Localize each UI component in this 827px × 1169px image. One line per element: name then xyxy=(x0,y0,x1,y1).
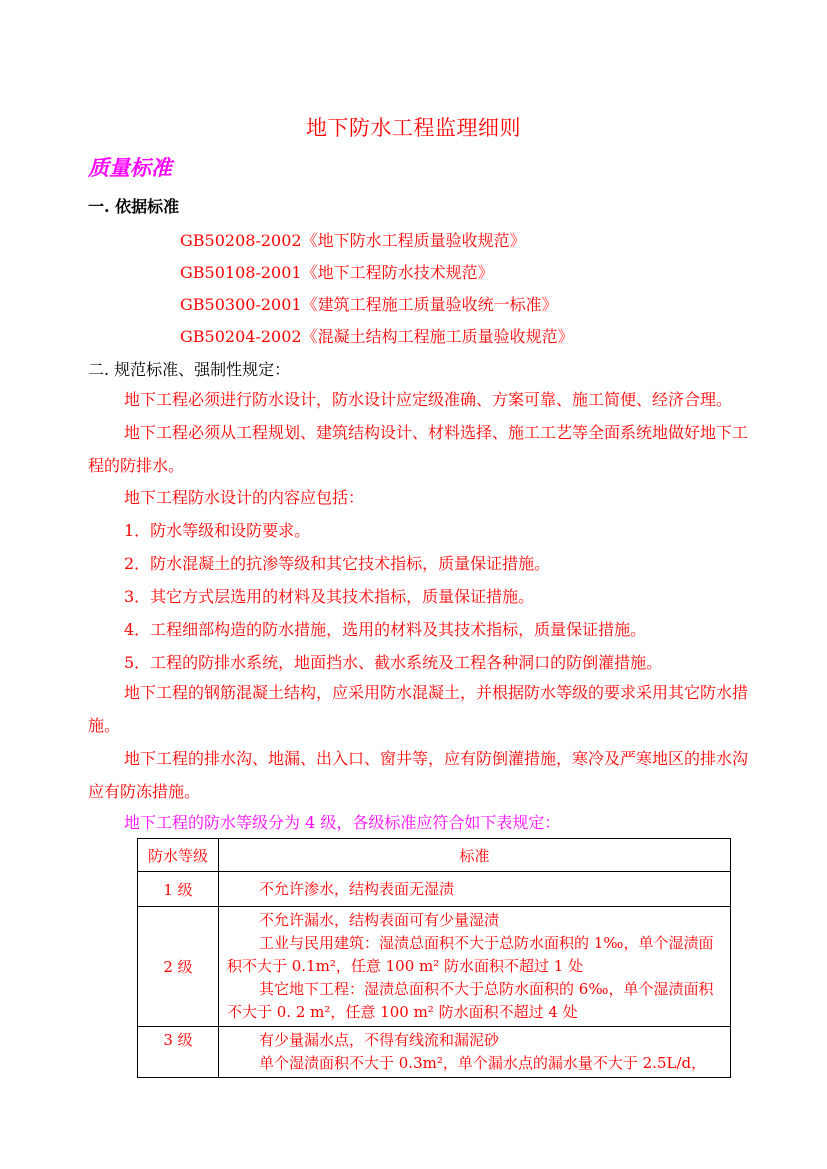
standard-cell xyxy=(219,1027,731,1078)
standard-line: 单个湿渍面积不大于 0.3m²，单个漏水点的漏水量不大于 2.5L/d， xyxy=(259,1054,707,1072)
paragraph: 地下工程的防水等级分为 4 级，各级标准应符合如下表规定： xyxy=(124,813,561,832)
standard-line: 其它地下工程：湿渍总面积不大于总防水面积的 6‰，单个湿渍面积不大于 0. 2 m²，任意 100 m² 防水面积不超过 4 处 xyxy=(227,980,714,1021)
basis-heading: 一. 依据标准 xyxy=(88,197,180,216)
table-header-row xyxy=(138,839,731,872)
paragraph: 地下工程防水设计的内容应包括： xyxy=(124,488,365,507)
paragraph: 地下工程的排水沟、地漏、出入口、窗井等，应有防倒灌措施，寒冷及严寒地区的排水沟应有防冻措施。 xyxy=(88,749,749,801)
grade-cell: 1 级 xyxy=(138,872,219,907)
standard-line: 有少量漏水点，不得有线流和漏泥砂 xyxy=(259,1031,500,1049)
list-item: 2．防水混凝土的抗渗等级和其它技术指标，质量保证措施。 xyxy=(124,554,551,573)
paragraph: 地下工程必须从工程规划、建筑结构设计、材料选择、施工工艺等全面系统地做好地下工程的防排水。 xyxy=(88,423,749,475)
waterproof-grade-table xyxy=(137,838,731,1078)
paragraph: 地下工程的钢筋混凝土结构，应采用防水混凝土，并根据防水等级的要求采用其它防水措施。 xyxy=(88,683,749,735)
standard-item: GB50204-2002《混凝土结构工程施工质量验收规范》 xyxy=(180,327,574,346)
grade-cell: 2 级 xyxy=(138,907,219,1027)
table-row xyxy=(138,872,731,907)
grade-cell: 3 级 xyxy=(138,1027,219,1078)
standard-cell xyxy=(219,907,731,1027)
table-header-cell: 标准 xyxy=(219,839,731,872)
standard-item: GB50108-2001《地下工程防水技术规范》 xyxy=(180,263,494,282)
standard-line: 不允许渗水，结构表面无湿渍 xyxy=(259,879,455,898)
document-title: 地下防水工程监理细则 xyxy=(306,116,521,140)
standard-item: GB50300-2001《建筑工程施工质量验收统一标准》 xyxy=(180,295,558,314)
paragraph: 地下工程必须进行防水设计，防水设计应定级准确、方案可靠、施工简便、经济合理。 xyxy=(124,390,733,409)
table-header-cell: 防水等级 xyxy=(138,839,219,872)
table-row xyxy=(138,907,731,1027)
standard-cell xyxy=(219,872,731,907)
list-item: 1．防水等级和设防要求。 xyxy=(124,521,311,540)
list-item: 5．工程的防排水系统，地面挡水、截水系统及工程各种洞口的防倒灌措施。 xyxy=(124,653,663,672)
rules-heading: 二. 规范标准、强制性规定： xyxy=(88,360,291,379)
section-heading: 质量标准 xyxy=(88,155,172,180)
list-item: 3．其它方式层选用的材料及其技术指标，质量保证措施。 xyxy=(124,587,535,606)
standard-line: 不允许漏水，结构表面可有少量湿渍 xyxy=(259,911,500,929)
standard-item: GB50208-2002《地下防水工程质量验收规范》 xyxy=(180,231,526,250)
list-item: 4．工程细部构造的防水措施，选用的材料及其技术指标，质量保证措施。 xyxy=(124,620,647,639)
table-row xyxy=(138,1027,731,1078)
standard-line: 工业与民用建筑：湿渍总面积不大于总防水面积的 1‰，单个湿渍面积不大于 0.1m²，任意 100 m² 防水面积不超过 1 处 xyxy=(227,934,714,975)
